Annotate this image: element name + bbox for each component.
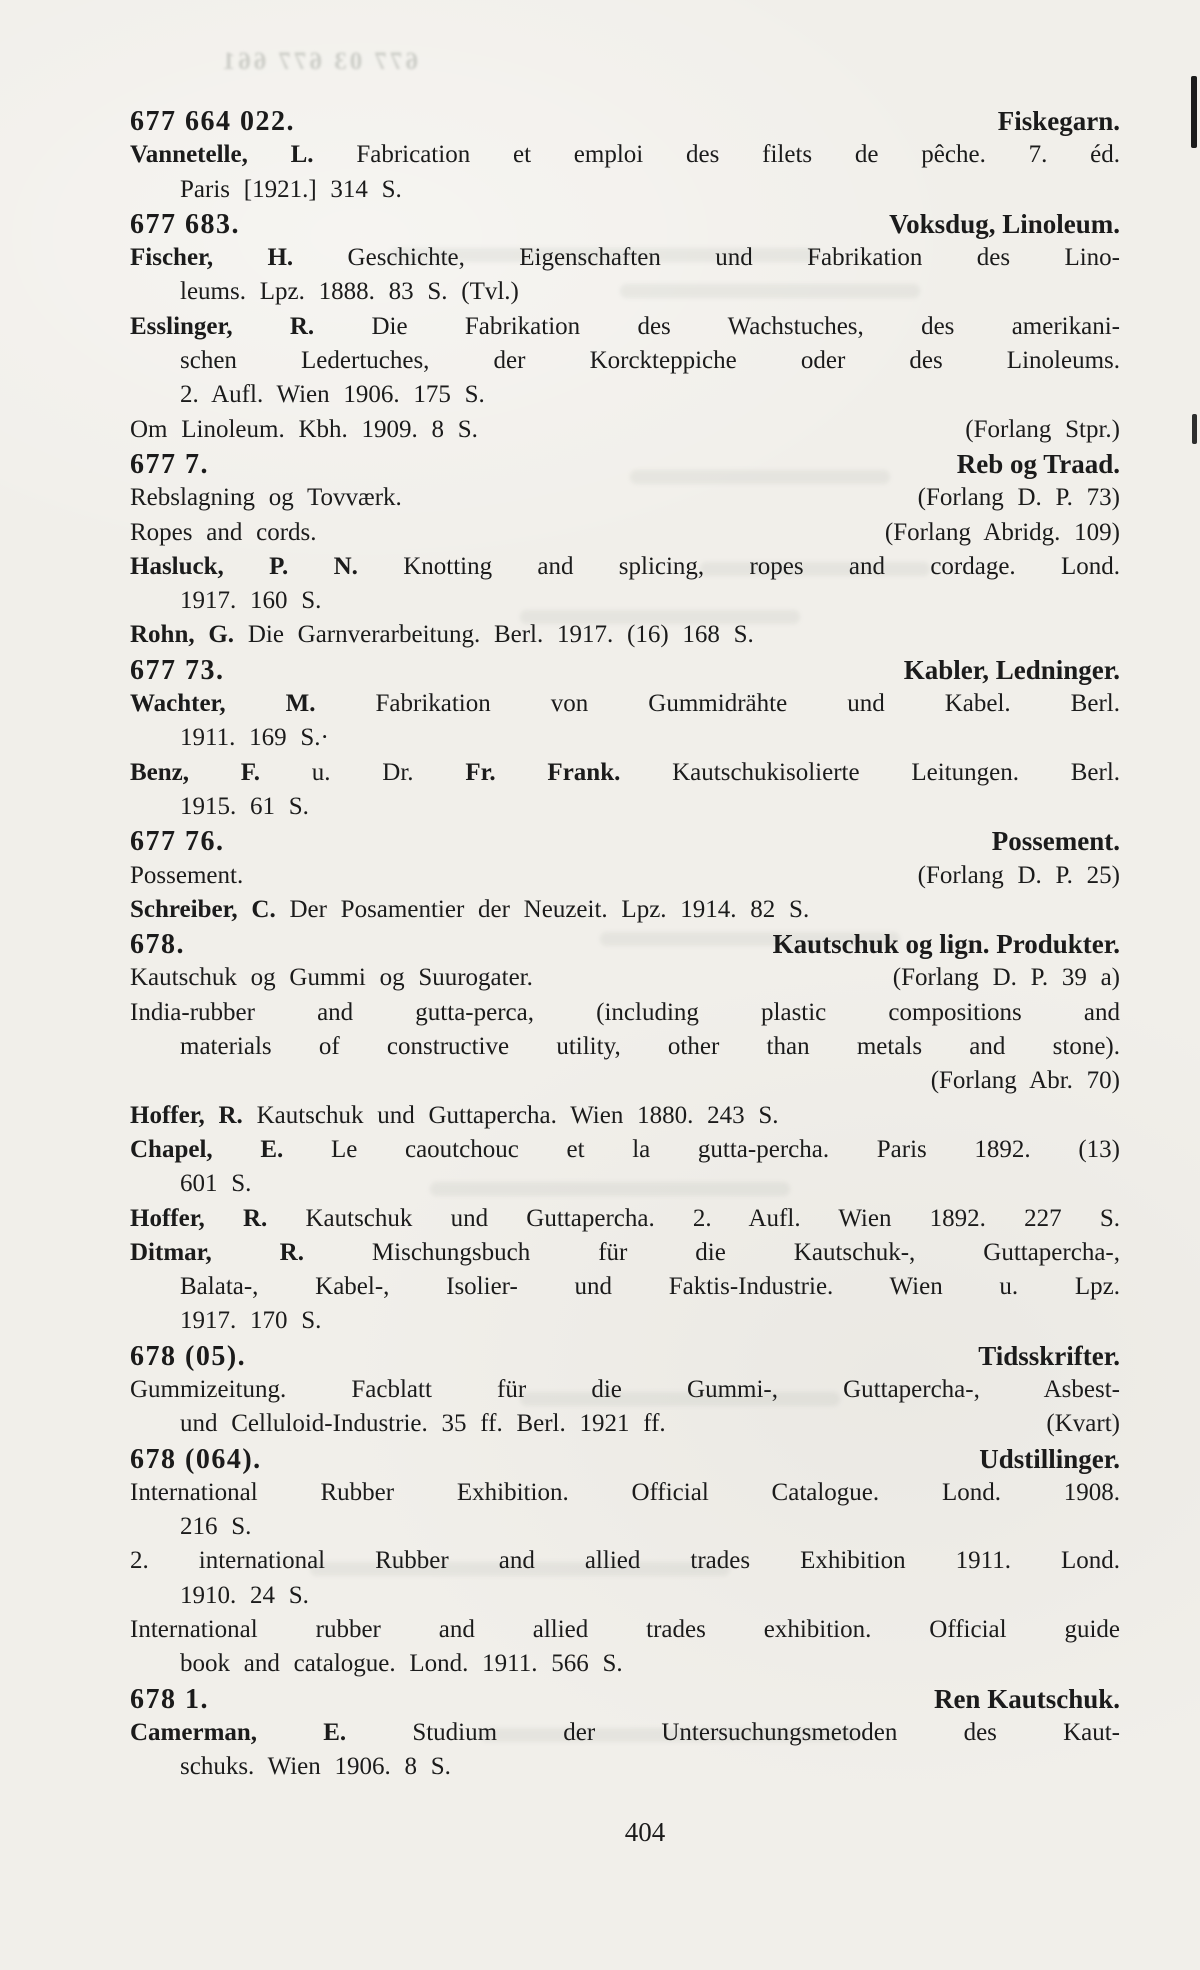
entry-text: Mischungsbuch für die Kautschuk-, Guttapercha-,: [303, 1238, 1120, 1266]
section-header: [130, 104, 1120, 138]
entry-line: [130, 1270, 1120, 1304]
subject-heading: Tidsskrifter.: [978, 1340, 1120, 1371]
entry-line: [130, 1579, 1120, 1613]
entry-text: 1917. 160 S.: [180, 587, 322, 615]
entry-text: International Rubber Exhibition. Official Catalogue. Lond. 1908.: [130, 1478, 1120, 1506]
author-name: Schreiber, C.: [130, 895, 276, 923]
entry-text: u. Dr.: [260, 758, 414, 786]
entry-text: [180, 1407, 666, 1441]
entry-line: [130, 584, 1120, 618]
entry-line: [130, 1647, 1120, 1681]
entry-line: [130, 1510, 1120, 1544]
entry-text: [130, 961, 533, 995]
entry-line: [130, 1099, 1120, 1133]
author-name: Rohn, G.: [130, 621, 235, 649]
author-name: Vannetelle, L.: [130, 141, 314, 169]
entry-line: [130, 1750, 1120, 1784]
entry-text: Rebslagning og Tovværk.: [130, 484, 402, 512]
entry-line: [130, 687, 1120, 721]
subject-heading: Voksdug, Linoleum.: [889, 208, 1120, 239]
entry-text: Kautschuk und Guttapercha. Wien 1880. 243 S.: [242, 1101, 779, 1129]
cross-reference: (Forlang Abr. 70): [930, 1067, 1120, 1095]
entry-line: [130, 961, 1120, 995]
entry-text: Ropes and cords.: [130, 518, 317, 546]
entry-text: 1910. 24 S.: [180, 1581, 309, 1609]
entry-text: Geschichte, Eigenschaften und Fabrikation des Lino-: [293, 244, 1120, 272]
entry-line: [130, 893, 1120, 927]
entry-text: leums. Lpz. 1888. 83 S. (Tvl.): [180, 278, 519, 306]
entry-line: [130, 275, 1120, 309]
entry-text: 1915. 61 S.: [180, 792, 309, 820]
entry-line: [130, 138, 1120, 172]
scan-edge-artifact: [1191, 76, 1197, 148]
cross-reference: (Forlang D. P. 73): [917, 484, 1120, 512]
entry-text: schuks. Wien 1906. 8 S.: [180, 1753, 451, 1781]
subject-heading: Udstillinger.: [979, 1443, 1120, 1474]
entry-text: Paris [1921.] 314 S.: [180, 175, 402, 203]
entry-line: [130, 344, 1120, 378]
subject-heading: Reb og Traad.: [956, 448, 1120, 479]
entry-line: [130, 1202, 1120, 1236]
classification-number: 677 7.: [130, 448, 209, 480]
entry-line: [130, 1716, 1120, 1750]
entry-text: materials of constructive utility, other than metals and stone).: [180, 1033, 1120, 1061]
entry-line: [130, 1133, 1120, 1167]
entry-line: [130, 1544, 1120, 1578]
author-name: Hasluck, P. N.: [130, 552, 358, 580]
cross-reference: (Forlang D. P. 39 a): [892, 964, 1120, 992]
classification-number: 677 683.: [130, 208, 240, 240]
bleed-through-text: 677 03 677 661: [219, 48, 418, 75]
entry-text: Le caoutchouc et la gutta-percha. Paris 1892. (13): [283, 1135, 1120, 1163]
author-name: Fischer, H.: [130, 244, 294, 272]
entry-text: International rubber and allied trades exhibition. Official guide: [130, 1616, 1120, 1644]
entry-text: Kautschukisolierte Leitungen. Berl.: [620, 758, 1120, 786]
entry-text: Possement.: [130, 861, 244, 889]
classification-number: 677 73.: [130, 654, 225, 686]
author-name: Esslinger, R.: [130, 312, 315, 340]
entry-text: Balata-, Kabel-, Isolier- und Faktis-Industrie. Wien u. Lpz.: [180, 1273, 1120, 1301]
entry-text: India-rubber and gutta-perca, (including plastic compositions and: [130, 998, 1120, 1026]
entry-text: book and catalogue. Lond. 1911. 566 S.: [180, 1650, 623, 1678]
entry-text: 1917. 170 S.: [180, 1307, 322, 1335]
classification-number: 677 664 022.: [130, 106, 295, 137]
entry-line: [130, 1476, 1120, 1510]
entry-line: [130, 756, 1120, 790]
subject-heading: Fiskegarn.: [997, 106, 1120, 136]
entry-text: 2. Aufl. Wien 1906. 175 S.: [180, 381, 485, 409]
subject-heading: Ren Kautschuk.: [933, 1683, 1120, 1714]
entry-text: Die Fabrikation des Wachstuches, des amerikani-: [314, 312, 1120, 340]
section-header: [130, 447, 1120, 481]
section-header: [130, 1339, 1120, 1373]
entry-text: Die Garnverarbeitung. Berl. 1917. (16) 168 S.: [234, 621, 754, 649]
entry-line: [130, 310, 1120, 344]
entry-text: Fabrikation von Gummidrähte und Kabel. Berl.: [315, 690, 1120, 718]
entry-line: [130, 481, 1120, 515]
author-name: Fr. Frank.: [413, 758, 621, 786]
entry-line: [130, 516, 1120, 550]
entry-line: [130, 996, 1120, 1030]
section-header: [130, 1442, 1120, 1476]
classification-number: 678.: [130, 929, 185, 961]
entry-line: [130, 1407, 1120, 1441]
author-name: Ditmar, R.: [130, 1238, 304, 1266]
entry-line: [130, 790, 1120, 824]
subject-heading: Kabler, Ledninger.: [903, 654, 1120, 685]
cross-reference: (Kvart): [1046, 1410, 1120, 1438]
entry-line: [130, 413, 1120, 447]
entry-text: [130, 481, 402, 515]
subject-heading: Possement.: [991, 826, 1120, 857]
classification-number: 678 (05).: [130, 1340, 247, 1372]
bibliography-content: [130, 104, 1120, 1785]
entry-text: [130, 413, 478, 447]
classification-number: 677 76.: [130, 826, 225, 858]
author-name: Hoffer, R.: [130, 1101, 243, 1129]
entry-text: [130, 516, 317, 550]
entry-line: [130, 1373, 1120, 1407]
section-header: [130, 207, 1120, 241]
entry-text: Om Linoleum. Kbh. 1909. 8 S.: [130, 415, 478, 443]
author-name: Camerman, E.: [130, 1718, 347, 1746]
entry-line: [130, 721, 1120, 755]
entry-text: Der Posamentier der Neuzeit. Lpz. 1914. 82 S.: [275, 895, 810, 923]
scan-edge-artifact: [1192, 414, 1197, 444]
section-header: [130, 1682, 1120, 1716]
cross-reference: (Forlang Abridg. 109): [884, 518, 1120, 546]
entry-line: [130, 173, 1120, 207]
page-number: 404: [624, 1817, 666, 1847]
entry-text: Kautschuk und Guttapercha. 2. Aufl. Wien 1892. 227 S.: [267, 1204, 1120, 1232]
entry-text: Fabrication et emploi des filets de pêche. 7. éd.: [313, 141, 1120, 169]
section-header: [130, 927, 1120, 961]
entry-text: und Celluloid-Industrie. 35 ff. Berl. 1921 ff.: [180, 1410, 666, 1438]
author-name: Wachter, M.: [130, 690, 316, 718]
entry-line: [130, 378, 1120, 412]
entry-line: [130, 1167, 1120, 1201]
cross-reference: (Forlang D. P. 25): [917, 861, 1120, 889]
entry-line: [130, 1304, 1120, 1338]
entry-line: [130, 1030, 1120, 1064]
entry-text: schen Ledertuches, der Korckteppiche oder des Linoleums.: [180, 347, 1120, 375]
section-header: [130, 824, 1120, 858]
classification-number: 678 1.: [130, 1683, 209, 1715]
entry-text: 601 S.: [180, 1170, 252, 1198]
entry-line: [130, 550, 1120, 584]
author-name: Chapel, E.: [130, 1135, 284, 1163]
entry-text: Knotting and splicing, ropes and cordage. Lond.: [357, 552, 1120, 580]
author-name: Hoffer, R.: [130, 1204, 268, 1232]
entry-text: Kautschuk og Gummi og Suurogater.: [130, 964, 533, 992]
entry-line: [130, 1236, 1120, 1270]
entry-line: [130, 618, 1120, 652]
entry-line: [130, 859, 1120, 893]
entry-text: 1911. 169 S.·: [180, 724, 329, 752]
entry-text: 2. international Rubber and allied trades Exhibition 1911. Lond.: [130, 1547, 1120, 1575]
entry-line: [130, 1613, 1120, 1647]
entry-line: [130, 241, 1120, 275]
section-header: [130, 653, 1120, 687]
entry-text: Gummizeitung. Facblatt für die Gummi-, Guttapercha-, Asbest-: [130, 1375, 1120, 1403]
entry-text: 216 S.: [180, 1513, 252, 1541]
entry-text: [130, 859, 243, 893]
cross-reference: (Forlang Stpr.): [965, 415, 1120, 443]
subject-heading: Kautschuk og lign. Produkter.: [772, 929, 1120, 960]
classification-number: 678 (064).: [130, 1443, 262, 1475]
entry-text: Studium der Untersuchungsmetoden des Kaut-: [346, 1718, 1120, 1746]
author-name: Benz, F.: [130, 758, 261, 786]
